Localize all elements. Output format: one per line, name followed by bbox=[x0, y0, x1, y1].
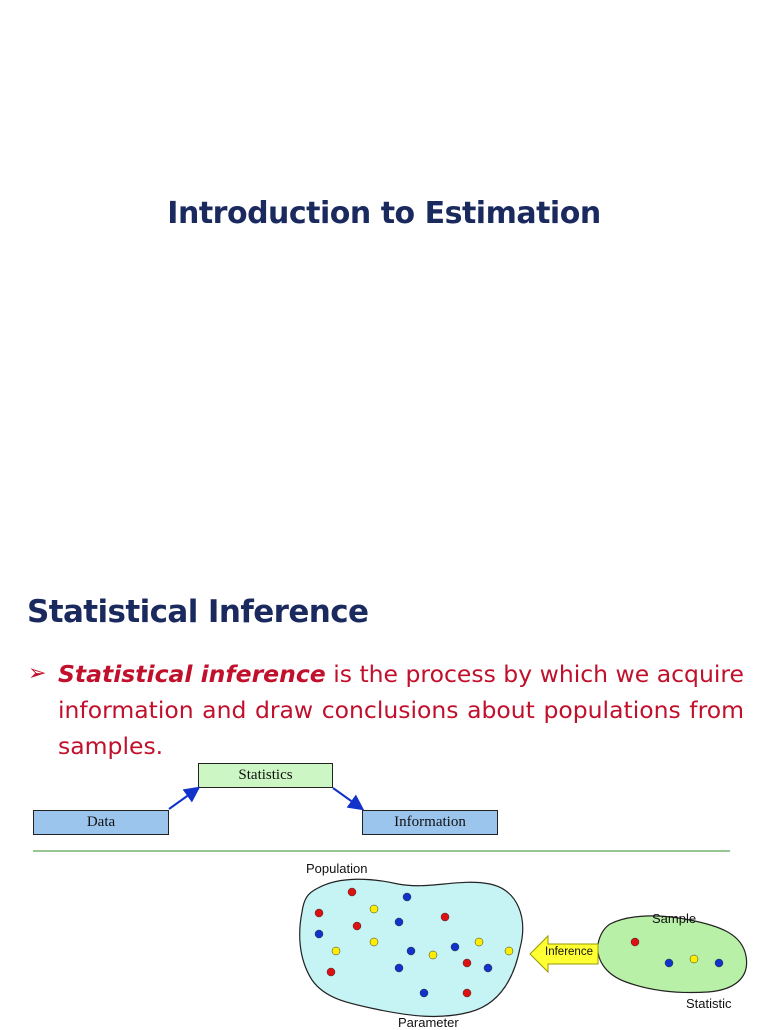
slide-title: Introduction to Estimation bbox=[167, 196, 601, 231]
sample-shape bbox=[598, 916, 747, 993]
information-box: Information bbox=[362, 810, 498, 835]
statistic-label: Statistic bbox=[686, 996, 732, 1011]
inference-label: Inference bbox=[545, 946, 593, 958]
arrow-data-to-statistics bbox=[169, 789, 197, 809]
section-heading: Statistical Inference bbox=[27, 594, 369, 630]
sample-label: Sample bbox=[652, 911, 697, 926]
bullet-term: Statistical inference bbox=[58, 660, 326, 688]
parameter-label: Parameter bbox=[398, 1015, 459, 1030]
bullet-arrow-icon: ➢ bbox=[28, 661, 47, 686]
bullet-definition: is the process by which we acquire information and draw conclusions about populations from samples. bbox=[58, 660, 744, 760]
data-box: Data bbox=[33, 810, 169, 835]
statistics-box: Statistics bbox=[198, 763, 333, 788]
population-label: Population bbox=[306, 861, 368, 876]
arrow-statistics-to-information bbox=[333, 788, 361, 808]
